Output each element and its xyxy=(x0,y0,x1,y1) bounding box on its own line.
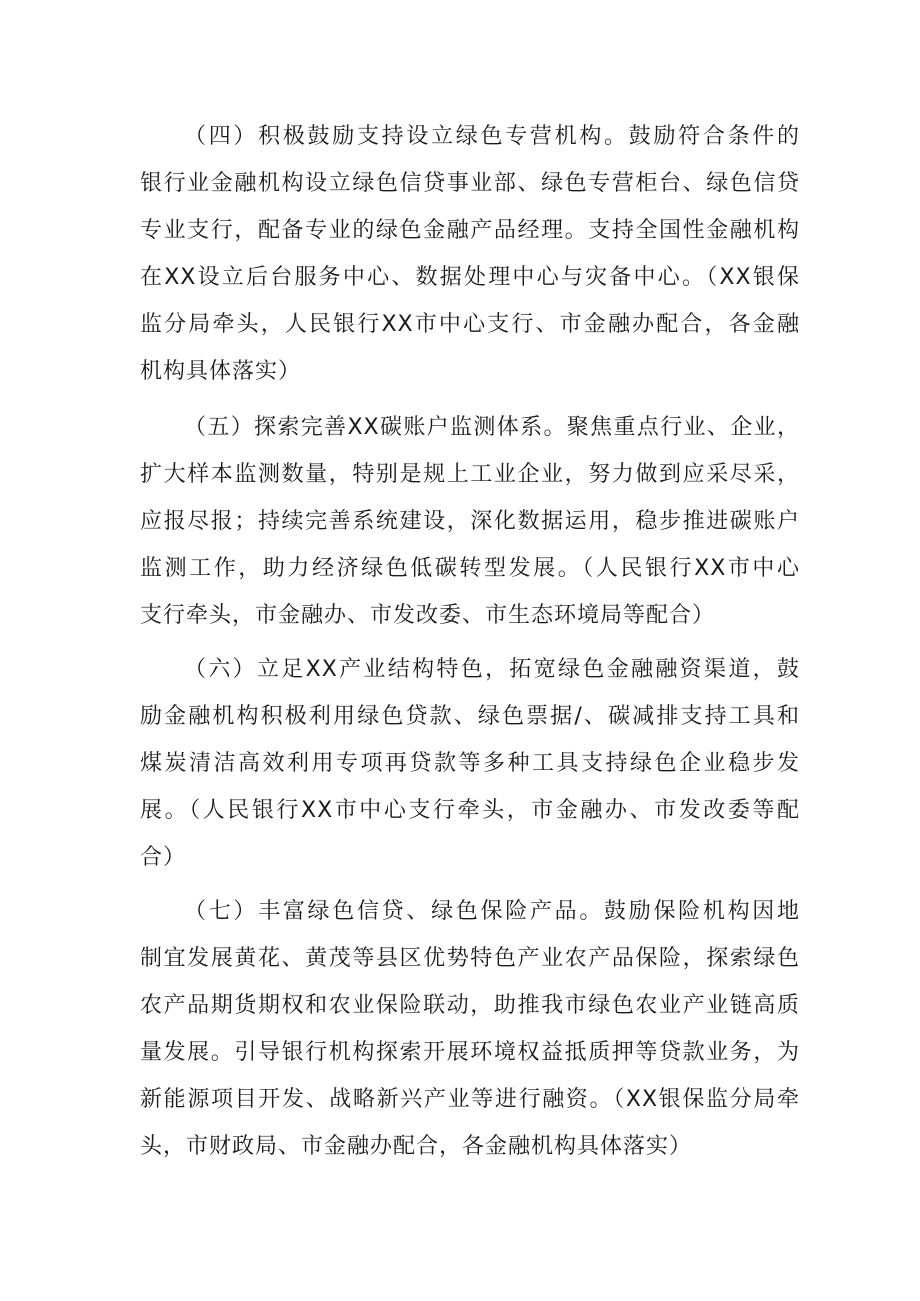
paragraph-6-line-1: （六）立足XX产业结构特色，拓宽绿色金融融资渠道，鼓 xyxy=(184,657,800,682)
paragraph-7-line-1: （七）丰富绿色信贷、绿色保险产品。鼓励保险机构因地 xyxy=(184,899,800,924)
paragraph-5-line-2: 扩大样本监测数量，特别是规上工业企业，努力做到应采尽采， xyxy=(140,462,800,487)
paragraph-4-line-5: 监分局牵头，人民银行XX市中心支行、市金融办配合，各金融 xyxy=(140,312,800,337)
paragraph-5-line-5: 支行牵头，市金融办、市发改委、市生态环境局等配合） xyxy=(140,603,716,628)
paragraph-5-line-3: 应报尽报；持续完善系统建设，深化数据运用，稳步推进碳账户 xyxy=(140,509,800,534)
paragraph-4-line-4: 在XX设立后台服务中心、数据处理中心与灾备中心。（XX银保 xyxy=(140,265,800,290)
paragraph-4-line-3: 专业支行，配备专业的绿色金融产品经理。支持全国性金融机构 xyxy=(140,218,800,243)
paragraph-7-line-6: 头，市财政局、市金融办配合，各金融机构具体落实） xyxy=(140,1134,693,1159)
paragraph-4-line-1: （四）积极鼓励支持设立绿色专营机构。鼓励符合条件的 xyxy=(184,124,800,149)
paragraph-5-line-1: （五）探索完善XX碳账户监测体系。聚焦重点行业、企业， xyxy=(184,415,800,440)
paragraph-7-line-2: 制宜发展黄花、黄茂等县区优势特色产业农产品保险，探索绿色 xyxy=(140,946,800,971)
paragraph-7-line-3: 农产品期货期权和农业保险联动，助推我市绿色农业产业链高质 xyxy=(140,993,800,1018)
paragraph-7-line-4: 量发展。引导银行机构探索开展环境权益抵质押等贷款业务，为 xyxy=(140,1040,800,1065)
paragraph-6-line-2: 励金融机构积极利用绿色贷款、绿色票据/、碳减排支持工具和 xyxy=(140,704,800,729)
paragraph-6-line-4: 展。（人民银行XX市中心支行牵头，市金融办、市发改委等配 xyxy=(140,798,800,823)
paragraph-4-line-6: 机构具体落实） xyxy=(140,359,302,384)
paragraph-6-line-5: 合） xyxy=(140,845,187,870)
paragraph-4-line-2: 银行业金融机构设立绿色信贷事业部、绿色专营柜台、绿色信贷 xyxy=(140,171,800,196)
paragraph-7-line-5: 新能源项目开发、战略新兴产业等进行融资。（XX银保监分局牵 xyxy=(140,1087,800,1112)
paragraph-6-line-3: 煤炭清洁高效利用专项再贷款等多种工具支持绿色企业稳步发 xyxy=(140,751,800,776)
paragraph-5-line-4: 监测工作，助力经济绿色低碳转型发展。（人民银行XX市中心 xyxy=(140,556,800,581)
